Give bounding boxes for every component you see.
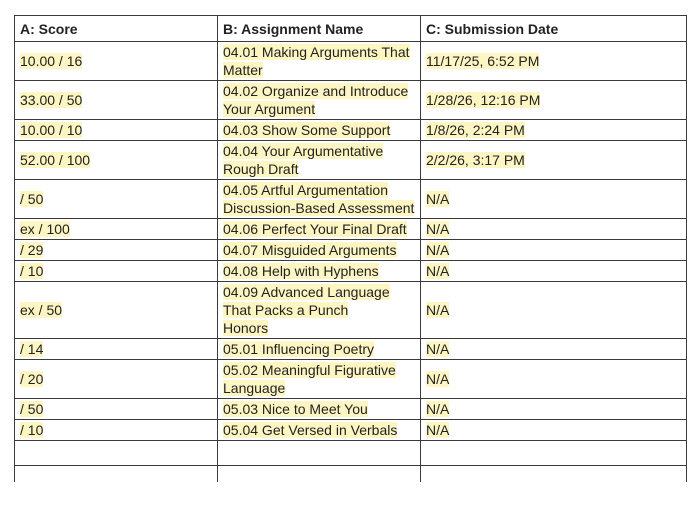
submission-date-value: N/A	[426, 191, 450, 207]
submission-date-cell[interactable]	[421, 420, 687, 441]
assignment-name-cell[interactable]	[218, 420, 421, 441]
table-row	[15, 42, 687, 81]
score-value: / 29	[20, 242, 44, 258]
score-cell[interactable]	[15, 339, 218, 360]
score-value: / 50	[20, 191, 44, 207]
score-cell[interactable]	[15, 81, 218, 120]
score-value: / 50	[20, 401, 44, 417]
table-row	[15, 240, 687, 261]
submission-date-cell[interactable]	[421, 261, 687, 282]
submission-date-cell[interactable]	[421, 339, 687, 360]
assignment-name-cell[interactable]	[218, 42, 421, 81]
submission-date-value: N/A	[426, 242, 450, 258]
submission-date-value: N/A	[426, 401, 450, 417]
submission-date-value: N/A	[426, 221, 450, 237]
header-row	[15, 16, 687, 42]
submission-date-cell[interactable]	[421, 81, 687, 120]
assignment-name-line: 05.01 Influencing Poetry	[223, 341, 374, 357]
assignment-name-cell[interactable]	[218, 282, 421, 339]
assignment-name-cell[interactable]	[218, 180, 421, 219]
submission-date-value: 1/28/26, 12:16 PM	[426, 92, 541, 108]
submission-date-cell[interactable]	[421, 141, 687, 180]
submission-date-value: N/A	[426, 371, 450, 387]
assignment-name-cell[interactable]	[218, 261, 421, 282]
table-row	[15, 282, 687, 339]
assignment-name-cell[interactable]	[218, 141, 421, 180]
score-value: 33.00 / 50	[20, 92, 83, 108]
score-value: / 14	[20, 341, 44, 357]
table-row	[15, 81, 687, 120]
assignment-name-cell[interactable]	[218, 219, 421, 240]
table-row	[15, 399, 687, 420]
column-header-assignment-name[interactable]: B: Assignment Name	[218, 16, 421, 42]
score-cell[interactable]	[15, 180, 218, 219]
assignment-name-line: 04.06 Perfect Your Final Draft	[223, 221, 407, 237]
submission-date-cell[interactable]	[421, 399, 687, 420]
submission-date-value: N/A	[426, 302, 450, 318]
empty-cell[interactable]	[15, 466, 218, 483]
assignment-name-line: Your Argument	[223, 101, 316, 117]
assignment-name-line: 04.08 Help with Hyphens	[223, 263, 379, 279]
assignment-name-line: 05.04 Get Versed in Verbals	[223, 422, 398, 438]
score-value: / 20	[20, 371, 44, 387]
score-cell[interactable]	[15, 360, 218, 399]
table-body	[15, 42, 687, 483]
empty-cell[interactable]	[421, 466, 687, 483]
submission-date-value: 2/2/26, 3:17 PM	[426, 152, 525, 168]
empty-row	[15, 466, 687, 483]
submission-date-value: 11/17/25, 6:52 PM	[426, 53, 540, 69]
assignment-name-cell[interactable]	[218, 399, 421, 420]
submission-date-cell[interactable]	[421, 240, 687, 261]
table-row	[15, 261, 687, 282]
submission-date-value: N/A	[426, 341, 450, 357]
assignment-name-line: That Packs a Punch	[223, 302, 349, 318]
score-cell[interactable]	[15, 261, 218, 282]
empty-row	[15, 441, 687, 466]
column-header-submission-date[interactable]: C: Submission Date	[421, 16, 687, 42]
submission-date-cell[interactable]	[421, 42, 687, 81]
submission-date-cell[interactable]	[421, 120, 687, 141]
assignment-name-line: 04.02 Organize and Introduce	[223, 83, 409, 99]
table-row	[15, 219, 687, 240]
assignment-name-line: Discussion-Based Assessment	[223, 200, 415, 216]
grades-table	[14, 15, 687, 482]
submission-date-value: N/A	[426, 263, 450, 279]
empty-cell[interactable]	[218, 466, 421, 483]
score-cell[interactable]	[15, 219, 218, 240]
assignment-name-line: 05.03 Nice to Meet You	[223, 401, 368, 417]
score-value: / 10	[20, 263, 44, 279]
score-value: / 10	[20, 422, 44, 438]
assignment-name-line: 04.09 Advanced Language	[223, 284, 390, 300]
score-cell[interactable]	[15, 120, 218, 141]
score-cell[interactable]	[15, 420, 218, 441]
score-cell[interactable]	[15, 282, 218, 339]
assignment-name-cell[interactable]	[218, 120, 421, 141]
column-header-score[interactable]: A: Score	[15, 16, 218, 42]
assignment-name-line: Rough Draft	[223, 161, 299, 177]
score-cell[interactable]	[15, 240, 218, 261]
table-row	[15, 420, 687, 441]
table-row	[15, 120, 687, 141]
score-value: ex / 100	[20, 221, 70, 237]
table-row	[15, 180, 687, 219]
score-value: 52.00 / 100	[20, 152, 91, 168]
table-row	[15, 339, 687, 360]
assignment-name-cell[interactable]	[218, 339, 421, 360]
assignment-name-cell[interactable]	[218, 81, 421, 120]
empty-cell[interactable]	[15, 441, 218, 466]
score-value: ex / 50	[20, 302, 63, 318]
assignment-name-line: 04.07 Misguided Arguments	[223, 242, 397, 258]
score-cell[interactable]	[15, 399, 218, 420]
assignment-name-line: 04.01 Making Arguments That	[223, 44, 410, 60]
submission-date-cell[interactable]	[421, 219, 687, 240]
assignment-name-line: 04.03 Show Some Support	[223, 122, 391, 138]
score-value: 10.00 / 16	[20, 53, 83, 69]
assignment-name-line: Language	[223, 380, 286, 396]
empty-cell[interactable]	[421, 441, 687, 466]
assignment-name-line: 05.02 Meaningful Figurative	[223, 362, 396, 378]
submission-date-value: N/A	[426, 422, 450, 438]
submission-date-cell[interactable]	[421, 282, 687, 339]
assignment-name-cell[interactable]	[218, 360, 421, 399]
assignment-name-cell[interactable]	[218, 240, 421, 261]
assignment-name-line: Matter	[223, 62, 263, 78]
score-cell[interactable]	[15, 42, 218, 81]
table-row	[15, 141, 687, 180]
score-cell[interactable]	[15, 141, 218, 180]
assignment-name-line: 04.05 Artful Argumentation	[223, 182, 388, 198]
submission-date-cell[interactable]	[421, 180, 687, 219]
assignment-name-line: 04.04 Your Argumentative	[223, 143, 384, 159]
submission-date-value: 1/8/26, 2:24 PM	[426, 122, 525, 138]
table-row	[15, 360, 687, 399]
assignment-name-line: Honors	[223, 320, 269, 336]
score-value: 10.00 / 10	[20, 122, 83, 138]
submission-date-cell[interactable]	[421, 360, 687, 399]
empty-cell[interactable]	[218, 441, 421, 466]
